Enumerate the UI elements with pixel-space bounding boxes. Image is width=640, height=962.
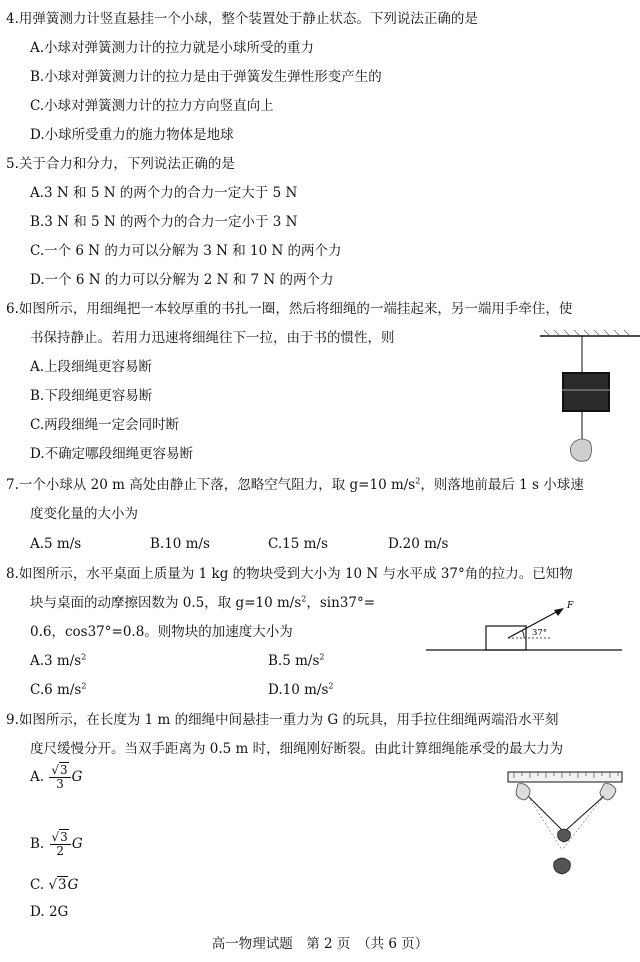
left-hand	[516, 784, 530, 800]
question-8-superscript: 2	[301, 594, 307, 604]
denominator: 2	[56, 844, 64, 858]
radicand: 3	[58, 877, 67, 893]
option-variable: G	[71, 836, 83, 852]
question-7-option-b: B.10 m/s	[150, 536, 210, 552]
fraction: $\frac{√3}{2}$	[50, 831, 71, 858]
question-7-option-a: A.5 m/s	[30, 536, 82, 552]
question-8-stem-text-a: 块与桌面的动摩擦因数为 0.5，取 g=10 m/s	[30, 595, 302, 611]
question-8-option-b	[268, 652, 324, 670]
force-label: F	[567, 601, 574, 611]
question-5-option-c: C.一个 6 N 的力可以分解为 3 N 和 10 N 的两个力	[30, 243, 342, 259]
option-variable: G	[67, 877, 79, 893]
hand	[570, 439, 591, 461]
radicand: 3	[60, 830, 68, 844]
question-7-stem-text-a: 7.一个小球从 20 m 高处由静止下落，忽略空气阻力，取 g=10 m/s	[6, 477, 416, 493]
question-6-stem-line-1: 6.如图所示，用细绳把一本较厚重的书扎一圈，然后将细绳的一端挂起来，另一端用手牵住，使	[6, 301, 573, 317]
question-6-option-d: D.不确定哪段细绳更容易断	[30, 446, 194, 462]
option-text: B.5 m/s	[268, 653, 320, 669]
question-5-option-d: D.一个 6 N 的力可以分解为 2 N 和 7 N 的两个力	[30, 272, 334, 288]
question-4-option-d: D.小球所受重力的施力物体是地球	[30, 127, 234, 143]
question-5-stem: 5.关于合力和分力，下列说法正确的是	[6, 156, 235, 172]
book-hanging-figure	[540, 330, 640, 470]
option-variable: G	[71, 769, 83, 785]
question-8-option-a	[30, 652, 86, 670]
question-7-stem-line-1	[6, 476, 584, 494]
question-7-stem-line-2: 度变化量的大小为	[30, 506, 138, 522]
option-text: A.3 m/s	[30, 653, 82, 669]
question-9-option-d	[30, 903, 68, 921]
question-9-option-a	[30, 764, 82, 791]
question-4-option-c: C.小球对弹簧测力计的拉力方向竖直向上	[30, 98, 274, 114]
toy-lower	[554, 858, 571, 874]
option-letter: D.	[30, 904, 45, 920]
question-8-stem-line-3: 0.6，cos37°=0.8。则物块的加速度大小为	[30, 624, 293, 640]
option-superscript: 2	[319, 652, 325, 662]
question-6-option-b: B.下段细绳更容易断	[30, 388, 153, 404]
toy-upper	[558, 829, 571, 842]
question-9-option-c: C. √3G	[30, 877, 79, 893]
question-6-option-c: C.两段细绳一定会同时断	[30, 417, 180, 433]
ruler	[508, 772, 622, 782]
question-4-option-b: B.小球对弹簧测力计的拉力是由于弹簧发生弹性形变产生的	[30, 69, 382, 85]
question-9-option-b	[30, 831, 83, 858]
denominator: 3	[56, 777, 64, 791]
option-letter: B.	[30, 836, 45, 852]
question-7-option-d: D.20 m/s	[388, 536, 449, 552]
question-6-stem-line-2: 书保持静止。若用力迅速将细绳往下一拉，由于书的惯性，则	[30, 330, 395, 346]
fraction: $\frac{√3}{3}$	[49, 764, 70, 791]
question-6-option-a: A.上段细绳更容易断	[30, 359, 153, 375]
question-8-option-d	[268, 681, 333, 699]
question-7-stem-text-b: ，则落地前最后 1 s 小球速	[420, 477, 584, 493]
question-9-stem-line-2: 度尺缓慢分开。当双手距离为 0.5 m 时，细绳刚好断裂。由此计算细绳能承受的最大力为	[30, 741, 564, 757]
angle-label: 37°	[532, 628, 548, 638]
option-text: 2G	[48, 904, 69, 920]
question-7-option-c: C.15 m/s	[268, 536, 328, 552]
question-5-option-b: B.3 N 和 5 N 的两个力的合力一定小于 3 N	[30, 214, 298, 230]
option-text: C.6 m/s	[30, 682, 82, 698]
radicand: 3	[60, 763, 68, 777]
question-7-superscript: 2	[415, 476, 421, 486]
question-5-option-a: A.3 N 和 5 N 的两个力的合力一定大于 5 N	[30, 185, 298, 201]
page-footer: 高一物理试题 第 2 页 （共 6 页）	[211, 936, 429, 952]
question-9-stem-line-1: 9.如图所示，在长度为 1 m 的细绳中间悬挂一重力为 G 的玩具，用手拉住细绳两端沿水平刻	[6, 712, 559, 728]
rope-toy-figure	[506, 770, 626, 884]
question-4-option-a: A.小球对弹簧测力计的拉力就是小球所受的重力	[30, 40, 315, 56]
option-letter: C.	[30, 877, 45, 893]
option-superscript: 2	[81, 681, 87, 691]
question-8-stem-line-1: 8.如图所示，水平桌面上质量为 1 kg 的物块受到大小为 10 N 与水平成 37°角的拉力。已知物	[6, 566, 573, 582]
option-text: D.10 m/s	[268, 682, 329, 698]
block-force-figure	[426, 598, 626, 654]
question-8-option-c	[30, 681, 86, 699]
question-4-stem: 4.用弹簧测力计竖直悬挂一个小球，整个装置处于静止状态。下列说法正确的是	[6, 11, 478, 27]
option-superscript: 2	[328, 681, 334, 691]
question-8-stem-text-b: ，sin37°=	[306, 595, 376, 611]
option-superscript: 2	[81, 652, 87, 662]
question-8-stem-line-2	[30, 594, 375, 612]
option-letter: A.	[30, 769, 45, 785]
